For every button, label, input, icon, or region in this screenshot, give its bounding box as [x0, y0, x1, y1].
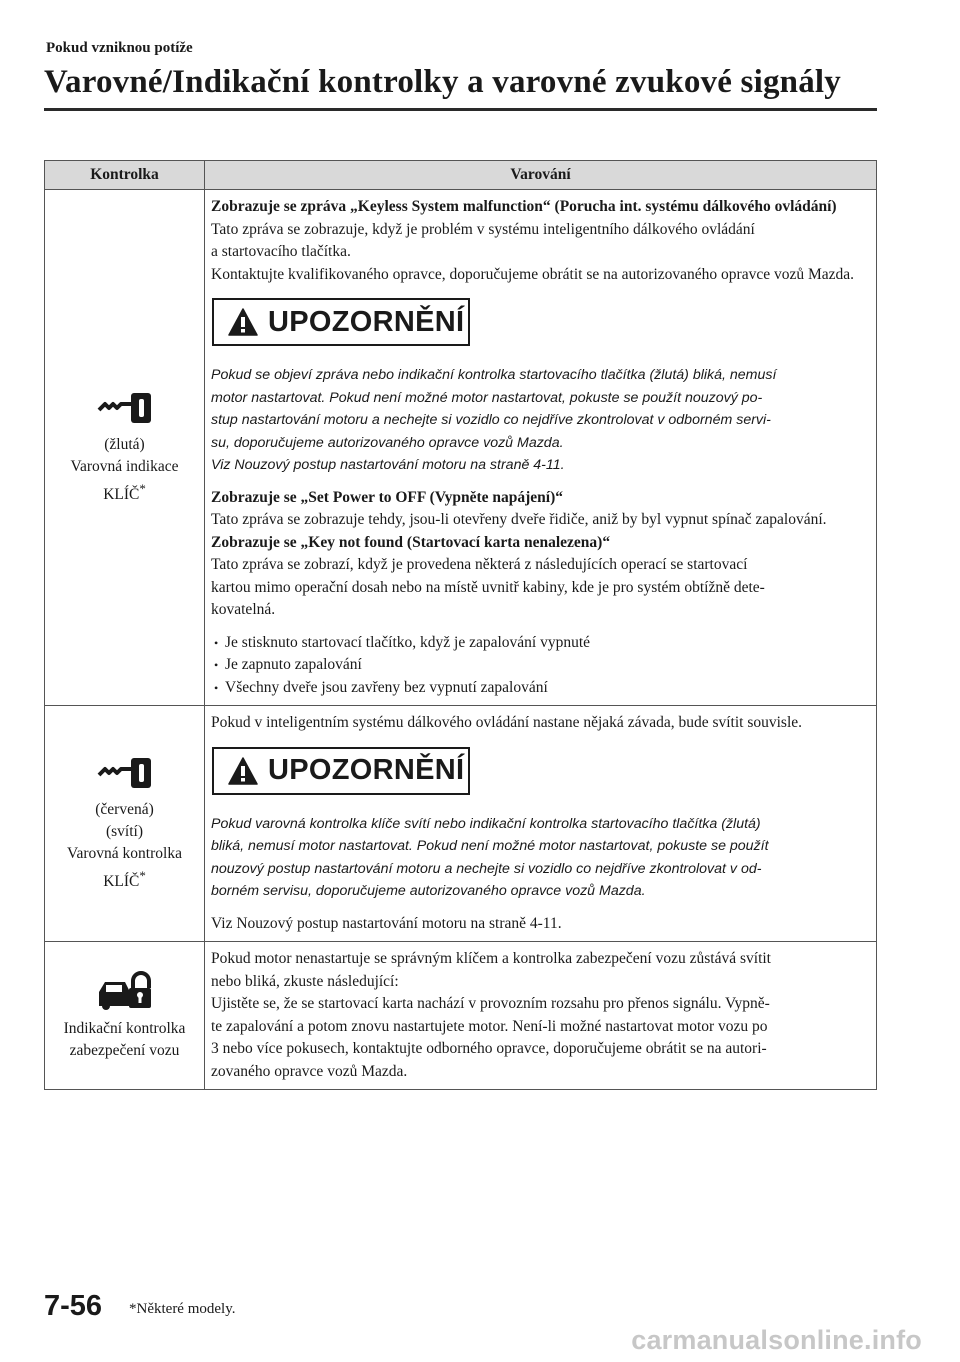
message-title: Zobrazuje se zpráva „Keyless System malfunction“ (Porucha int. systému dálkového ovládání)	[211, 198, 837, 215]
paragraph: kovatelná.	[211, 601, 276, 618]
footnote-marker: *	[139, 481, 146, 497]
title-divider	[44, 108, 877, 111]
warning-banner	[212, 747, 470, 795]
key-icon	[95, 753, 155, 793]
paragraph: a startovacího tlačítka.	[211, 243, 351, 260]
indicator-cell	[45, 706, 205, 942]
car-lock-icon-shape	[99, 973, 151, 1010]
paragraph: Viz Nouzový postup nastartování motoru na straně 4-11.	[211, 914, 562, 932]
warning-triangle-icon	[228, 308, 258, 336]
page-title: Varovné/Indikační kontrolky a varovné zvukové signály	[44, 64, 841, 100]
car-lock-icon	[97, 970, 153, 1012]
column-header-warning: Varování	[205, 161, 877, 190]
key-icon-shape	[99, 393, 151, 423]
warning-banner	[212, 298, 470, 346]
indicator-name: Varovná indikace	[70, 458, 179, 476]
indicator-cell	[45, 942, 205, 1090]
paragraph: Tato zpráva se zobrazuje, když je problém v systému inteligentního dálkového ovládání	[211, 220, 755, 238]
page-number: 7-56	[44, 1290, 103, 1322]
paragraph: te zapalování a potom znovu nastartujete motor. Není-li možné nastartovat motor vozu po	[211, 1017, 768, 1035]
paragraph: Kontaktujte kvalifikovaného opravce, doporučujeme obrátit se na autorizovaného opravce vozů Mazda.	[211, 265, 855, 283]
key-icon-shape	[99, 758, 151, 788]
watermark: carmanualsonline.info	[631, 1325, 922, 1355]
indicator-cell	[45, 190, 205, 706]
list-item: • Všechny dveře jsou zavřeny bez vypnutí zapalování	[211, 677, 870, 700]
warning-lights-table	[44, 160, 877, 1090]
table-row	[45, 942, 877, 1090]
caution-note: Pokud varovná kontrolka klíče svítí nebo indikační kontrolka startovacího tlačítka (žlutá) bliká, nemusí motor nastartovat. Pokud není možné motor nastartovat, pokuste se použít nouzový postup nastartování motoru a nechejte si vozidlo co nejdříve zkontrolovat v od- borném servisu, doporučujeme autorizovaného opravce vozů Mazda.	[211, 815, 769, 899]
key-icon	[95, 388, 155, 428]
indicator-name-key: KLÍČ*	[103, 481, 146, 504]
indicator-color: (červená)	[95, 801, 154, 819]
paragraph: Pokud v inteligentním systému dálkového ovládání nastane nějaká závada, bude svítit souvisle.	[211, 714, 803, 731]
indicator-name-key: KLÍČ*	[103, 868, 146, 891]
warning-cell	[205, 706, 877, 942]
paragraph: kartou mimo operační dosah nebo na místě uvnitř kabiny, kde je pro systém obtížně dete-	[211, 578, 765, 596]
indicator-name: zabezpečení vozu	[69, 1041, 180, 1059]
warning-label: UPOZORNĚNÍ	[268, 305, 465, 338]
footnote-marker: *	[139, 868, 146, 884]
paragraph: nebo bliká, zkuste následující:	[211, 972, 399, 990]
warning-cell	[205, 942, 877, 1090]
paragraph: Tato zpráva se zobrazuje tehdy, jsou-li otevřeny dveře řidiče, aniž by byl vypnut spínač zapalování.	[211, 511, 827, 528]
list-item: • Je zapnuto zapalování	[211, 654, 870, 677]
footnote: *Některé modely.	[129, 1301, 236, 1317]
caution-note: Pokud se objeví zpráva nebo indikační kontrolka startovacího tlačítka (žlutá) bliká, nemusí motor nastartovat. Pokud není možné motor nastartovat, pokuste se použít nouzový po- stup nastartování motoru a nechejte si vozidlo co nejdříve zkontrolovat v odborném servi- su, doporučujeme autorizovaného opravce vozů Mazda. Viz Nouzový postup nastartování motoru na straně 4-11.	[211, 367, 777, 473]
paragraph: zovaného opravce vozů Mazda.	[211, 1062, 408, 1080]
column-header-indicator: Kontrolka	[45, 161, 205, 190]
paragraph: Ujistěte se, že se startovací karta nachází v provozním rozsahu pro přenos signálu. Vypně-	[211, 995, 770, 1012]
indicator-color: (žlutá)	[104, 436, 145, 454]
table-row	[45, 706, 877, 942]
warning-label: UPOZORNĚNÍ	[268, 754, 465, 787]
table-header-row	[45, 161, 877, 190]
indicator-state: (svítí)	[105, 823, 144, 841]
bullet-list	[211, 632, 870, 700]
indicator-name: Indikační kontrolka	[63, 1019, 186, 1037]
table-row	[45, 190, 877, 706]
warning-triangle-icon	[228, 757, 258, 785]
list-item: • Je stisknuto startovací tlačítko, když je zapalování vypnuté	[211, 632, 870, 655]
paragraph: 3 nebo více pokusech, kontaktujte odborného opravce, doporučujeme obrátit se na autori-	[211, 1040, 767, 1057]
message-title: Zobrazuje se „Key not found (Startovací karta nenalezena)“	[211, 533, 611, 551]
warning-cell	[205, 190, 877, 706]
indicator-name: Varovná kontrolka	[67, 845, 182, 863]
section-label: Pokud vzniknou potíže	[46, 40, 193, 56]
paragraph: Pokud motor nenastartuje se správným klíčem a kontrolka zabezpečení vozu zůstává svítit	[211, 950, 771, 967]
paragraph: Tato zpráva se zobrazí, když je provedena některá z následujících operací se startovací	[211, 556, 748, 573]
message-title: Zobrazuje se „Set Power to OFF (Vypněte napájení)“	[211, 488, 564, 506]
